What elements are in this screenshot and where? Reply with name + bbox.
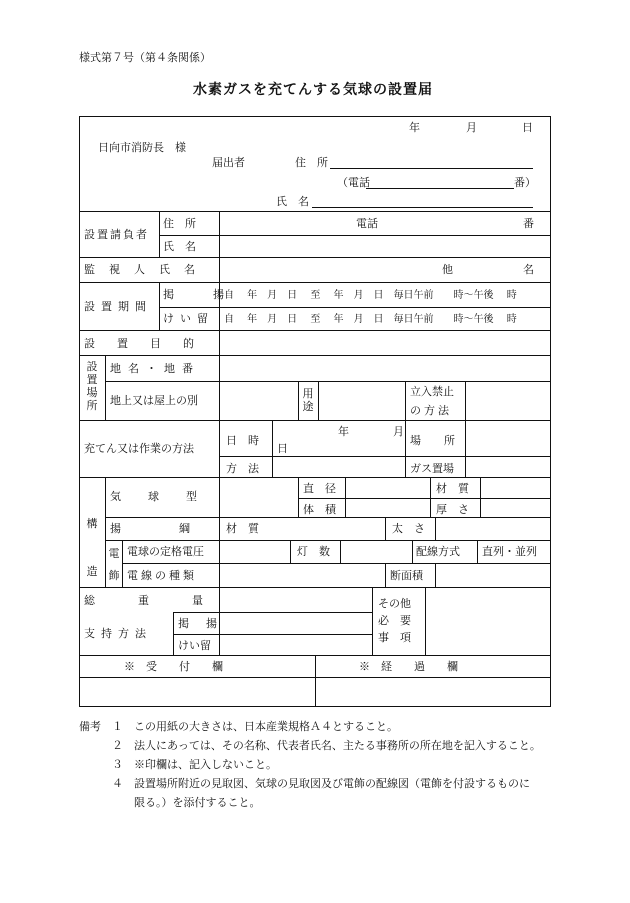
support-raise-label: 掲 揚 [178,617,220,630]
period-raise-line: 自 年 月 日 至 年 月 日 毎日午前 時～午後 時 [224,290,517,301]
note-3: ３ ※印欄は、記入しないこと。 [112,758,277,771]
period-raise-label: 掲 揚 [163,288,238,301]
notes-head: 備考 [79,720,101,733]
decor-label: 電飾 [108,547,120,582]
wiring-label: 配線方式 [416,545,460,558]
method-label: 方 法 [226,462,259,475]
notifier-label: 届出者 [212,156,245,169]
address-label: 住 所 [295,156,328,169]
entry-ban-2: の方法 [410,404,452,417]
roof-label: 地上又は屋上の別 [110,394,198,407]
period-moor-label: けい留 [163,312,214,325]
location-label: 設置場所 [86,360,98,412]
other-3: 事 項 [378,631,411,644]
form-title: 水素ガスを充てんする気球の設置届 [193,82,433,98]
supervisor-label: 監視人氏名 [84,263,209,276]
rope-label: 揚 綱 [110,522,202,535]
date-year: 年 [409,121,420,134]
name-field[interactable] [312,207,533,208]
period-moor-line: 自 年 月 日 至 年 月 日 毎日午前 時～午後 時 [224,314,517,325]
address-field[interactable] [330,168,533,169]
contractor-label: 設置請負者 [84,228,149,241]
contractor-name-label: 氏 名 [163,240,196,253]
other-2: 必 要 [378,614,411,627]
volume-label: 体 積 [303,503,336,516]
fill-method-label: 充てん又は作業の方法 [84,442,194,455]
note-2: ２ 法人にあっては、その名称、代表者氏名、主たる事務所の所在地を記入すること。 [112,739,541,752]
chimei-label: 地名・地番 [110,362,200,375]
date-day: 日 [522,121,533,134]
rope-material-label: 材 質 [226,522,259,535]
support-moor-label: けい留 [178,639,211,652]
supervisor-mei: 名 [523,263,534,276]
phone-field[interactable] [366,188,514,189]
other-1: その他 [378,597,411,610]
note-1: １ この用紙の大きさは、日本産業規格Ａ４とすること。 [112,720,398,733]
entry-ban-1: 立入禁止 [410,385,454,398]
datetime-hi: 日 [277,442,288,455]
note-4-cont: 限る。）を添付すること。 [112,796,261,809]
contractor-phone-label: 電話 [356,217,378,230]
gas-place-label: ガス置場 [410,462,454,475]
structure-label: 構造 [86,517,98,578]
thickness-label: 厚 さ [436,503,469,516]
lamps-label: 灯 数 [297,545,330,558]
name-label: 氏 名 [276,195,309,208]
support-label: 支持方法 [84,627,152,640]
datetime-tsuki: 月 [393,425,404,438]
rope-thick-label: 太 さ [392,522,425,535]
material-label: 材 質 [436,482,469,495]
place-label: 場 所 [410,434,461,447]
reception-header: ※ 受 付 欄 [124,660,223,673]
youto-label: 用途 [302,387,314,413]
contractor-address-label: 住 所 [163,217,196,230]
supervisor-others: 他 [442,263,453,276]
purpose-label: 設置目的 [84,337,216,350]
datetime-label: 日 時 [226,434,259,447]
total-weight-label: 総 重 量 [84,594,219,607]
balloon-type-label: 気 球 型 [110,490,205,503]
wire-type-label: 電線の種類 [127,569,197,582]
progress-header: ※ 経 過 欄 [359,660,458,673]
voltage-label: 電球の定格電圧 [127,545,204,558]
section-label: 断面積 [390,569,423,582]
date-month: 月 [466,121,477,134]
phone-close: 番） [514,176,536,189]
note-4: ４ 設置場所附近の見取図、気球の見取図及び電飾の配線図（電飾を付設するものに [112,777,530,790]
datetime-nen: 年 [338,425,349,438]
wiring-value: 直列・並列 [482,545,537,558]
form-number: 様式第７号（第４条関係） [79,51,211,64]
diameter-label: 直 径 [303,482,336,495]
contractor-phone-ban: 番 [523,217,534,230]
period-label: 設置期間 [84,300,152,313]
addressee: 日向市消防長 様 [98,141,186,154]
phone-open: （電話 [337,176,370,189]
